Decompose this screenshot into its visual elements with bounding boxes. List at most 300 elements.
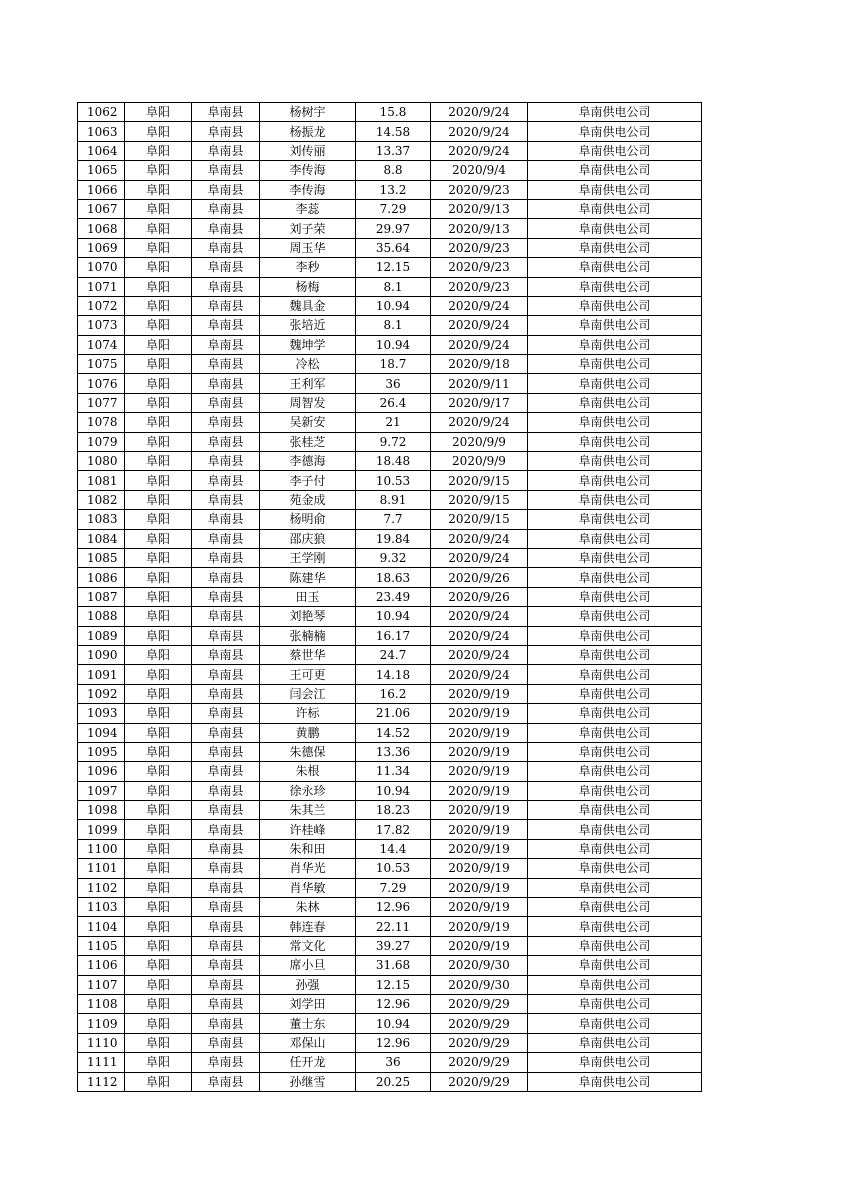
city-cell: 阜阳 — [125, 762, 192, 781]
city-cell: 阜阳 — [125, 199, 192, 218]
name-cell: 王可更 — [260, 665, 356, 684]
table-row — [78, 103, 702, 122]
table-row — [78, 704, 702, 723]
date-cell: 2020/9/24 — [431, 665, 528, 684]
data-table — [77, 102, 702, 1092]
company-cell: 阜南供电公司 — [528, 316, 702, 335]
amount-cell: 8.8 — [356, 161, 431, 180]
county-cell: 阜南县 — [192, 432, 260, 451]
date-cell: 2020/9/29 — [431, 1014, 528, 1033]
county-cell: 阜南县 — [192, 917, 260, 936]
table-row — [78, 219, 702, 238]
date-cell: 2020/9/19 — [431, 781, 528, 800]
row-number-cell: 1101 — [78, 859, 125, 878]
amount-cell: 24.7 — [356, 645, 431, 664]
county-cell: 阜南县 — [192, 1014, 260, 1033]
company-cell: 阜南供电公司 — [528, 645, 702, 664]
county-cell: 阜南县 — [192, 548, 260, 567]
city-cell: 阜阳 — [125, 801, 192, 820]
city-cell: 阜阳 — [125, 374, 192, 393]
date-cell: 2020/9/19 — [431, 820, 528, 839]
name-cell: 李秒 — [260, 258, 356, 277]
company-cell: 阜南供电公司 — [528, 587, 702, 606]
table-row — [78, 665, 702, 684]
county-cell: 阜南县 — [192, 529, 260, 548]
county-cell: 阜南县 — [192, 452, 260, 471]
city-cell: 阜阳 — [125, 180, 192, 199]
county-cell: 阜南县 — [192, 684, 260, 703]
county-cell: 阜南县 — [192, 471, 260, 490]
amount-cell: 10.94 — [356, 781, 431, 800]
table-row — [78, 742, 702, 761]
name-cell: 魏具金 — [260, 296, 356, 315]
amount-cell: 13.36 — [356, 742, 431, 761]
row-number-cell: 1100 — [78, 839, 125, 858]
company-cell: 阜南供电公司 — [528, 199, 702, 218]
date-cell: 2020/9/9 — [431, 452, 528, 471]
table-row — [78, 781, 702, 800]
name-cell: 王利军 — [260, 374, 356, 393]
county-cell: 阜南县 — [192, 296, 260, 315]
amount-cell: 10.94 — [356, 607, 431, 626]
amount-cell: 8.1 — [356, 277, 431, 296]
date-cell: 2020/9/17 — [431, 393, 528, 412]
city-cell: 阜阳 — [125, 781, 192, 800]
city-cell: 阜阳 — [125, 161, 192, 180]
amount-cell: 16.17 — [356, 626, 431, 645]
table-row — [78, 1014, 702, 1033]
county-cell: 阜南县 — [192, 994, 260, 1013]
city-cell: 阜阳 — [125, 277, 192, 296]
company-cell: 阜南供电公司 — [528, 277, 702, 296]
amount-cell: 13.37 — [356, 141, 431, 160]
date-cell: 2020/9/23 — [431, 277, 528, 296]
row-number-cell: 1085 — [78, 548, 125, 567]
amount-cell: 21 — [356, 413, 431, 432]
amount-cell: 10.94 — [356, 296, 431, 315]
row-number-cell: 1097 — [78, 781, 125, 800]
name-cell: 张培近 — [260, 316, 356, 335]
name-cell: 韩连春 — [260, 917, 356, 936]
city-cell: 阜阳 — [125, 548, 192, 567]
city-cell: 阜阳 — [125, 335, 192, 354]
city-cell: 阜阳 — [125, 645, 192, 664]
city-cell: 阜阳 — [125, 529, 192, 548]
company-cell: 阜南供电公司 — [528, 626, 702, 645]
county-cell: 阜南县 — [192, 103, 260, 122]
name-cell: 朱德保 — [260, 742, 356, 761]
date-cell: 2020/9/9 — [431, 432, 528, 451]
amount-cell: 14.4 — [356, 839, 431, 858]
row-number-cell: 1074 — [78, 335, 125, 354]
county-cell: 阜南县 — [192, 258, 260, 277]
county-cell: 阜南县 — [192, 161, 260, 180]
amount-cell: 9.32 — [356, 548, 431, 567]
county-cell: 阜南县 — [192, 645, 260, 664]
row-number-cell: 1109 — [78, 1014, 125, 1033]
amount-cell: 15.8 — [356, 103, 431, 122]
row-number-cell: 1107 — [78, 975, 125, 994]
name-cell: 王学刚 — [260, 548, 356, 567]
row-number-cell: 1108 — [78, 994, 125, 1013]
date-cell: 2020/9/19 — [431, 684, 528, 703]
date-cell: 2020/9/13 — [431, 219, 528, 238]
table-row — [78, 548, 702, 567]
table-row — [78, 587, 702, 606]
date-cell: 2020/9/24 — [431, 335, 528, 354]
table-row — [78, 994, 702, 1013]
name-cell: 肖华光 — [260, 859, 356, 878]
city-cell: 阜阳 — [125, 607, 192, 626]
date-cell: 2020/9/19 — [431, 762, 528, 781]
date-cell: 2020/9/24 — [431, 296, 528, 315]
city-cell: 阜阳 — [125, 839, 192, 858]
name-cell: 席小旦 — [260, 956, 356, 975]
table-row — [78, 238, 702, 257]
date-cell: 2020/9/24 — [431, 607, 528, 626]
date-cell: 2020/9/24 — [431, 316, 528, 335]
table-row — [78, 723, 702, 742]
row-number-cell: 1086 — [78, 568, 125, 587]
date-cell: 2020/9/24 — [431, 141, 528, 160]
name-cell: 闫会江 — [260, 684, 356, 703]
date-cell: 2020/9/19 — [431, 917, 528, 936]
row-number-cell: 1103 — [78, 898, 125, 917]
company-cell: 阜南供电公司 — [528, 529, 702, 548]
city-cell: 阜阳 — [125, 432, 192, 451]
company-cell: 阜南供电公司 — [528, 781, 702, 800]
date-cell: 2020/9/19 — [431, 839, 528, 858]
company-cell: 阜南供电公司 — [528, 801, 702, 820]
table-row — [78, 898, 702, 917]
company-cell: 阜南供电公司 — [528, 374, 702, 393]
name-cell: 邵庆狼 — [260, 529, 356, 548]
amount-cell: 10.94 — [356, 1014, 431, 1033]
company-cell: 阜南供电公司 — [528, 665, 702, 684]
name-cell: 董士东 — [260, 1014, 356, 1033]
row-number-cell: 1087 — [78, 587, 125, 606]
city-cell: 阜阳 — [125, 452, 192, 471]
city-cell: 阜阳 — [125, 917, 192, 936]
city-cell: 阜阳 — [125, 1072, 192, 1091]
name-cell: 杨振龙 — [260, 122, 356, 141]
date-cell: 2020/9/24 — [431, 103, 528, 122]
county-cell: 阜南县 — [192, 898, 260, 917]
amount-cell: 7.7 — [356, 510, 431, 529]
row-number-cell: 1090 — [78, 645, 125, 664]
amount-cell: 7.29 — [356, 199, 431, 218]
name-cell: 刘学田 — [260, 994, 356, 1013]
amount-cell: 20.25 — [356, 1072, 431, 1091]
city-cell: 阜阳 — [125, 355, 192, 374]
date-cell: 2020/9/19 — [431, 801, 528, 820]
company-cell: 阜南供电公司 — [528, 548, 702, 567]
table-row — [78, 645, 702, 664]
company-cell: 阜南供电公司 — [528, 180, 702, 199]
county-cell: 阜南县 — [192, 820, 260, 839]
amount-cell: 10.53 — [356, 859, 431, 878]
table-row — [78, 161, 702, 180]
name-cell: 魏坤学 — [260, 335, 356, 354]
city-cell: 阜阳 — [125, 413, 192, 432]
table-row — [78, 413, 702, 432]
company-cell: 阜南供电公司 — [528, 238, 702, 257]
city-cell: 阜阳 — [125, 665, 192, 684]
row-number-cell: 1076 — [78, 374, 125, 393]
date-cell: 2020/9/15 — [431, 510, 528, 529]
amount-cell: 10.53 — [356, 471, 431, 490]
company-cell: 阜南供电公司 — [528, 219, 702, 238]
company-cell: 阜南供电公司 — [528, 335, 702, 354]
amount-cell: 18.48 — [356, 452, 431, 471]
table-row — [78, 936, 702, 955]
city-cell: 阜阳 — [125, 238, 192, 257]
row-number-cell: 1084 — [78, 529, 125, 548]
date-cell: 2020/9/15 — [431, 490, 528, 509]
table-row — [78, 1072, 702, 1091]
name-cell: 朱林 — [260, 898, 356, 917]
row-number-cell: 1078 — [78, 413, 125, 432]
amount-cell: 14.18 — [356, 665, 431, 684]
company-cell: 阜南供电公司 — [528, 820, 702, 839]
company-cell: 阜南供电公司 — [528, 258, 702, 277]
company-cell: 阜南供电公司 — [528, 1014, 702, 1033]
county-cell: 阜南县 — [192, 1033, 260, 1052]
table-row — [78, 510, 702, 529]
row-number-cell: 1064 — [78, 141, 125, 160]
city-cell: 阜阳 — [125, 316, 192, 335]
table-row — [78, 316, 702, 335]
name-cell: 李传海 — [260, 180, 356, 199]
table-row — [78, 277, 702, 296]
name-cell: 张楠楠 — [260, 626, 356, 645]
city-cell: 阜阳 — [125, 1033, 192, 1052]
row-number-cell: 1073 — [78, 316, 125, 335]
amount-cell: 23.49 — [356, 587, 431, 606]
date-cell: 2020/9/24 — [431, 645, 528, 664]
city-cell: 阜阳 — [125, 568, 192, 587]
amount-cell: 7.29 — [356, 878, 431, 897]
amount-cell: 26.4 — [356, 393, 431, 412]
row-number-cell: 1079 — [78, 432, 125, 451]
company-cell: 阜南供电公司 — [528, 704, 702, 723]
county-cell: 阜南县 — [192, 956, 260, 975]
date-cell: 2020/9/26 — [431, 587, 528, 606]
county-cell: 阜南县 — [192, 936, 260, 955]
table-row — [78, 1053, 702, 1072]
name-cell: 杨树宇 — [260, 103, 356, 122]
row-number-cell: 1066 — [78, 180, 125, 199]
name-cell: 孙强 — [260, 975, 356, 994]
row-number-cell: 1104 — [78, 917, 125, 936]
amount-cell: 10.94 — [356, 335, 431, 354]
date-cell: 2020/9/26 — [431, 568, 528, 587]
table-row — [78, 626, 702, 645]
company-cell: 阜南供电公司 — [528, 471, 702, 490]
name-cell: 常文化 — [260, 936, 356, 955]
name-cell: 李子付 — [260, 471, 356, 490]
company-cell: 阜南供电公司 — [528, 1053, 702, 1072]
company-cell: 阜南供电公司 — [528, 975, 702, 994]
city-cell: 阜阳 — [125, 471, 192, 490]
city-cell: 阜阳 — [125, 219, 192, 238]
date-cell: 2020/9/13 — [431, 199, 528, 218]
county-cell: 阜南县 — [192, 975, 260, 994]
company-cell: 阜南供电公司 — [528, 742, 702, 761]
amount-cell: 12.15 — [356, 258, 431, 277]
amount-cell: 8.1 — [356, 316, 431, 335]
city-cell: 阜阳 — [125, 975, 192, 994]
company-cell: 阜南供电公司 — [528, 762, 702, 781]
amount-cell: 35.64 — [356, 238, 431, 257]
name-cell: 冷松 — [260, 355, 356, 374]
amount-cell: 12.15 — [356, 975, 431, 994]
company-cell: 阜南供电公司 — [528, 1033, 702, 1052]
company-cell: 阜南供电公司 — [528, 355, 702, 374]
table-row — [78, 122, 702, 141]
row-number-cell: 1067 — [78, 199, 125, 218]
city-cell: 阜阳 — [125, 994, 192, 1013]
name-cell: 徐永珍 — [260, 781, 356, 800]
county-cell: 阜南县 — [192, 704, 260, 723]
date-cell: 2020/9/24 — [431, 122, 528, 141]
company-cell: 阜南供电公司 — [528, 452, 702, 471]
county-cell: 阜南县 — [192, 626, 260, 645]
amount-cell: 18.23 — [356, 801, 431, 820]
company-cell: 阜南供电公司 — [528, 432, 702, 451]
amount-cell: 39.27 — [356, 936, 431, 955]
company-cell: 阜南供电公司 — [528, 859, 702, 878]
city-cell: 阜阳 — [125, 898, 192, 917]
name-cell: 孙继雪 — [260, 1072, 356, 1091]
table-row — [78, 490, 702, 509]
date-cell: 2020/9/30 — [431, 956, 528, 975]
county-cell: 阜南县 — [192, 219, 260, 238]
table-body — [78, 103, 702, 1092]
table-row — [78, 878, 702, 897]
company-cell: 阜南供电公司 — [528, 568, 702, 587]
row-number-cell: 1080 — [78, 452, 125, 471]
city-cell: 阜阳 — [125, 587, 192, 606]
county-cell: 阜南县 — [192, 180, 260, 199]
county-cell: 阜南县 — [192, 335, 260, 354]
row-number-cell: 1096 — [78, 762, 125, 781]
name-cell: 蔡世华 — [260, 645, 356, 664]
amount-cell: 18.63 — [356, 568, 431, 587]
county-cell: 阜南县 — [192, 665, 260, 684]
company-cell: 阜南供电公司 — [528, 103, 702, 122]
name-cell: 黄鹏 — [260, 723, 356, 742]
row-number-cell: 1081 — [78, 471, 125, 490]
row-number-cell: 1089 — [78, 626, 125, 645]
table-row — [78, 917, 702, 936]
amount-cell: 17.82 — [356, 820, 431, 839]
county-cell: 阜南县 — [192, 839, 260, 858]
city-cell: 阜阳 — [125, 1053, 192, 1072]
amount-cell: 29.97 — [356, 219, 431, 238]
county-cell: 阜南县 — [192, 355, 260, 374]
row-number-cell: 1106 — [78, 956, 125, 975]
table-row — [78, 1033, 702, 1052]
row-number-cell: 1062 — [78, 103, 125, 122]
amount-cell: 12.96 — [356, 1033, 431, 1052]
county-cell: 阜南县 — [192, 277, 260, 296]
date-cell: 2020/9/11 — [431, 374, 528, 393]
company-cell: 阜南供电公司 — [528, 898, 702, 917]
table-row — [78, 335, 702, 354]
amount-cell: 16.2 — [356, 684, 431, 703]
date-cell: 2020/9/19 — [431, 878, 528, 897]
county-cell: 阜南县 — [192, 587, 260, 606]
county-cell: 阜南县 — [192, 878, 260, 897]
row-number-cell: 1070 — [78, 258, 125, 277]
row-number-cell: 1068 — [78, 219, 125, 238]
table-row — [78, 975, 702, 994]
date-cell: 2020/9/19 — [431, 742, 528, 761]
name-cell: 陈建华 — [260, 568, 356, 587]
city-cell: 阜阳 — [125, 258, 192, 277]
table-row — [78, 820, 702, 839]
amount-cell: 11.34 — [356, 762, 431, 781]
company-cell: 阜南供电公司 — [528, 413, 702, 432]
table-row — [78, 839, 702, 858]
row-number-cell: 1094 — [78, 723, 125, 742]
name-cell: 任开龙 — [260, 1053, 356, 1072]
table-row — [78, 471, 702, 490]
table-row — [78, 432, 702, 451]
county-cell: 阜南县 — [192, 859, 260, 878]
name-cell: 邓保山 — [260, 1033, 356, 1052]
city-cell: 阜阳 — [125, 393, 192, 412]
city-cell: 阜阳 — [125, 878, 192, 897]
date-cell: 2020/9/29 — [431, 1072, 528, 1091]
name-cell: 李蕊 — [260, 199, 356, 218]
amount-cell: 14.58 — [356, 122, 431, 141]
row-number-cell: 1095 — [78, 742, 125, 761]
company-cell: 阜南供电公司 — [528, 122, 702, 141]
city-cell: 阜阳 — [125, 141, 192, 160]
name-cell: 刘子荣 — [260, 219, 356, 238]
county-cell: 阜南县 — [192, 781, 260, 800]
company-cell: 阜南供电公司 — [528, 994, 702, 1013]
name-cell: 周智发 — [260, 393, 356, 412]
table-row — [78, 684, 702, 703]
city-cell: 阜阳 — [125, 859, 192, 878]
name-cell: 李传海 — [260, 161, 356, 180]
date-cell: 2020/9/23 — [431, 238, 528, 257]
date-cell: 2020/9/19 — [431, 859, 528, 878]
city-cell: 阜阳 — [125, 626, 192, 645]
county-cell: 阜南县 — [192, 1072, 260, 1091]
name-cell: 杨明俞 — [260, 510, 356, 529]
row-number-cell: 1088 — [78, 607, 125, 626]
date-cell: 2020/9/18 — [431, 355, 528, 374]
name-cell: 李德海 — [260, 452, 356, 471]
county-cell: 阜南县 — [192, 1053, 260, 1072]
row-number-cell: 1093 — [78, 704, 125, 723]
company-cell: 阜南供电公司 — [528, 1072, 702, 1091]
company-cell: 阜南供电公司 — [528, 393, 702, 412]
row-number-cell: 1065 — [78, 161, 125, 180]
name-cell: 朱根 — [260, 762, 356, 781]
county-cell: 阜南县 — [192, 199, 260, 218]
company-cell: 阜南供电公司 — [528, 936, 702, 955]
city-cell: 阜阳 — [125, 122, 192, 141]
amount-cell: 14.52 — [356, 723, 431, 742]
table-row — [78, 452, 702, 471]
row-number-cell: 1092 — [78, 684, 125, 703]
row-number-cell: 1110 — [78, 1033, 125, 1052]
